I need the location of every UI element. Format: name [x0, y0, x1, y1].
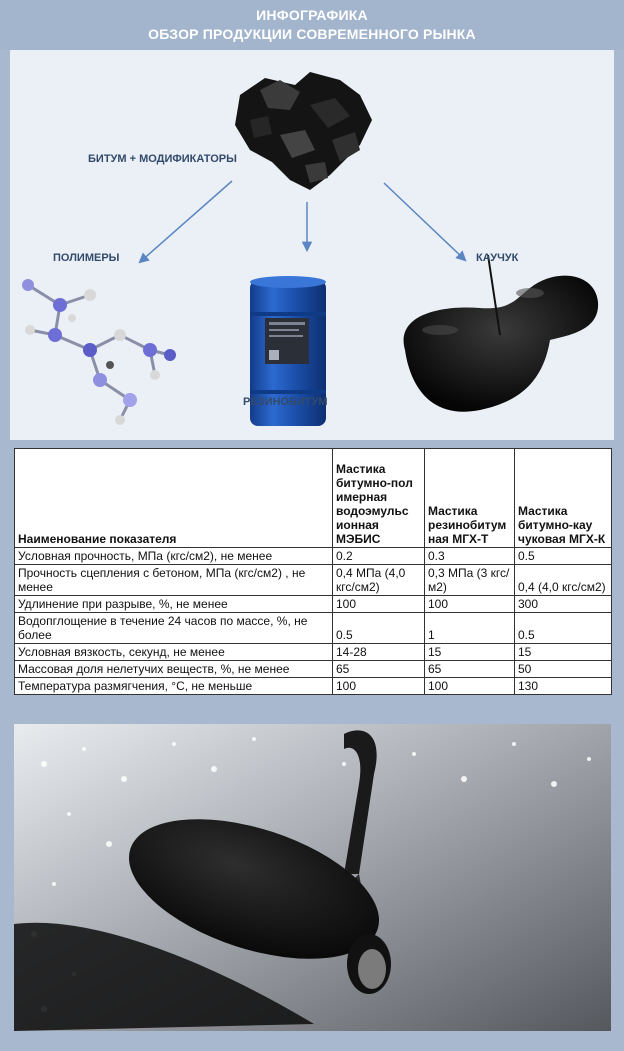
row-value: 15	[515, 644, 612, 661]
header-mebis: Мастика битумно-пол имерная водоэмульс ионная МЭБИС	[333, 449, 425, 548]
row-value: 0.2	[333, 548, 425, 565]
row-value: 1	[425, 613, 515, 644]
row-value: 0.5	[515, 548, 612, 565]
row-value: 300	[515, 596, 612, 613]
row-label: Условная вязкость, секунд, не менее	[15, 644, 333, 661]
row-value: 0.5	[515, 613, 612, 644]
infographic-panel	[10, 50, 614, 440]
row-value: 0,4 МПа (4,0 кгс/см2)	[333, 565, 425, 596]
row-value: 100	[333, 596, 425, 613]
label-rubber-bitumen: РЕЗИНОБИТУМ	[243, 396, 328, 408]
arrow-right	[384, 183, 465, 260]
row-value: 100	[425, 678, 515, 695]
table-row	[15, 548, 612, 565]
row-value: 15	[425, 644, 515, 661]
roller-photo-illustration	[14, 724, 611, 1031]
row-value: 65	[425, 661, 515, 678]
row-label: Прочность сцепления с бетоном, МПа (кгс/см2) , не менее	[15, 565, 333, 596]
table-row	[15, 644, 612, 661]
label-bitumen-modifiers: БИТУМ + МОДИФИКАТОРЫ	[88, 153, 237, 165]
rubber-blob-image	[404, 255, 599, 412]
row-value: 0,4 (4,0 кгс/см2)	[515, 565, 612, 596]
bitumen-chunks-image	[235, 72, 372, 190]
row-value: 50	[515, 661, 612, 678]
row-value: 0,3 МПа (3 кгс/м2)	[425, 565, 515, 596]
row-value: 100	[425, 596, 515, 613]
header-mgh-t: Мастика резинобитум ная МГХ-Т	[425, 449, 515, 548]
row-value: 0.5	[333, 613, 425, 644]
label-rubber: КАУЧУК	[476, 252, 519, 264]
properties-table	[14, 448, 612, 695]
table-row	[15, 565, 612, 596]
row-label: Водопглощение в течение 24 часов по массе, %, не более	[15, 613, 333, 644]
row-value: 0.3	[425, 548, 515, 565]
row-value: 65	[333, 661, 425, 678]
table-row	[15, 596, 612, 613]
label-polymers: ПОЛИМЕРЫ	[53, 252, 120, 264]
row-value: 130	[515, 678, 612, 695]
header-title: ИНФОГРАФИКА	[256, 7, 368, 23]
table-row	[15, 678, 612, 695]
table-header-row	[15, 449, 612, 548]
row-value: 14-28	[333, 644, 425, 661]
row-value: 100	[333, 678, 425, 695]
header-subtitle: ОБЗОР ПРОДУКЦИИ СОВРЕМЕННОГО РЫНКА	[148, 26, 476, 42]
infographic-header	[0, 0, 624, 50]
infographic-illustration	[10, 50, 614, 440]
row-label: Условная прочность, МПа (кгс/см2), не менее	[15, 548, 333, 565]
table-row	[15, 661, 612, 678]
table-row	[15, 613, 612, 644]
row-label: Температура размягчения, °С, не меньше	[15, 678, 333, 695]
header-indicator-name: Наименование показателя	[15, 449, 333, 548]
row-label: Удлинение при разрыве, %, не менее	[15, 596, 333, 613]
arrow-left	[140, 181, 232, 262]
properties-table-wrap	[14, 448, 611, 695]
roller-photo	[14, 724, 611, 1031]
row-label: Массовая доля нелетучих веществ, %, не менее	[15, 661, 333, 678]
header-mgh-k: Мастика битумно-кау чуковая МГХ-К	[515, 449, 612, 548]
polymer-molecule-image	[22, 279, 176, 425]
